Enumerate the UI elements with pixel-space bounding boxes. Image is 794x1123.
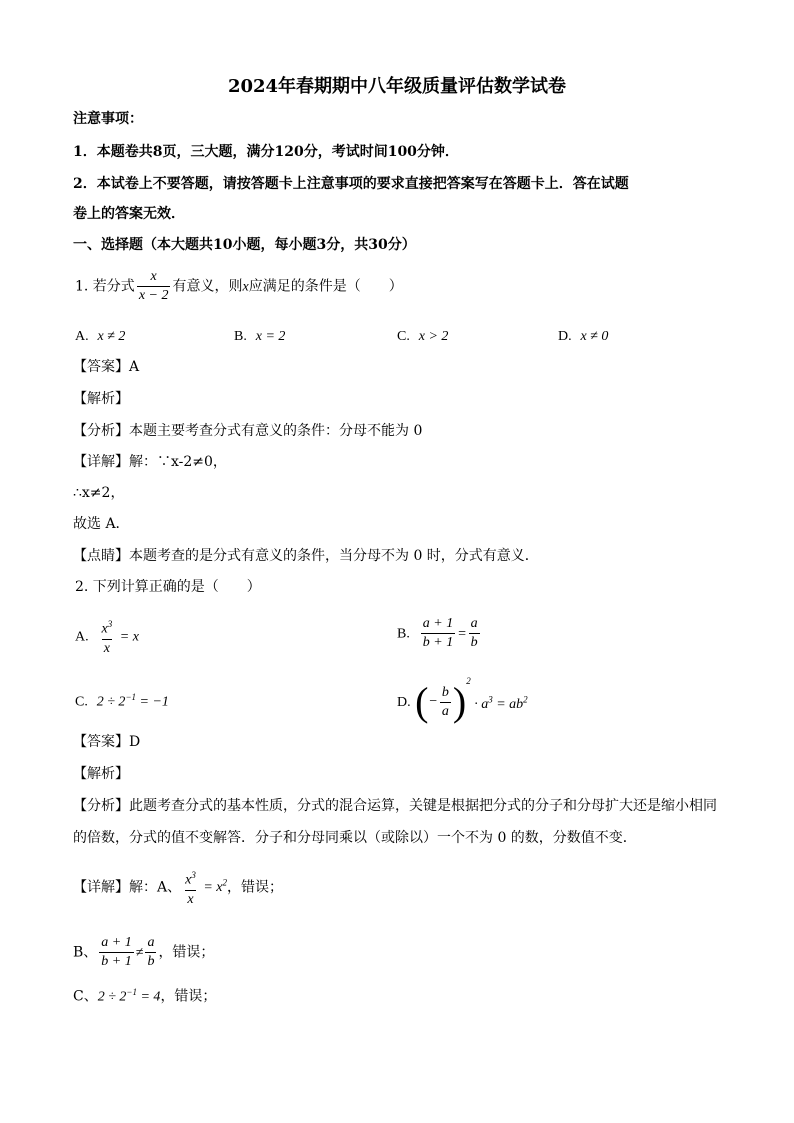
- q2-option-b: B. $\frac{a + 1}{b + 1}$ = $\frac{a}{b}$: [397, 616, 478, 650]
- q1-fraction: [137, 268, 171, 305]
- q1-option-b: B. x = 2: [234, 329, 286, 344]
- page-title: 2024年春期期中八年级质量评估数学试卷: [227, 76, 567, 97]
- question-2-stem: 2. 下列计算正确的是（ ）: [75, 579, 261, 595]
- notice-item-1: 1．本题卷共8页，三大题，满分120分，考试时间100分钟．: [73, 144, 459, 160]
- q2-option-a: A. $\frac{x^3}{x}$ = x: [75, 619, 139, 656]
- q2-answer: 【答案】D: [73, 734, 141, 750]
- q1-analysis-heading: 【解析】: [73, 391, 129, 407]
- q2-detail-c: C、$2 \div 2^{-1} = 4$，错误；: [73, 987, 217, 1005]
- section-heading: 一、选择题（本大题共10小题，每小题3分，共30分）: [73, 237, 416, 253]
- q1-dianjing: 【点睛】本题考查的是分式有意义的条件，当分母不为 0 时，分式有意义．: [73, 548, 539, 564]
- q2-detail-b: B、 $\frac{a + 1}{b + 1}$ ≠ $\frac{a}{b}$ ，错误；: [73, 935, 215, 969]
- q1-option-c: C. x > 2: [397, 329, 449, 344]
- q1-therefore: ∴x≠2，: [73, 485, 125, 501]
- q1-fenxi: 【分析】本题主要考查分式有意义的条件：分母不能为 0: [73, 423, 423, 439]
- q2-analysis-heading: 【解析】: [73, 766, 129, 782]
- q1-option-d: D. x ≠ 0: [558, 329, 609, 344]
- q1-var: x: [242, 279, 249, 295]
- q1-xiangjie: 【详解】解：∵x-2≠0，: [73, 454, 227, 470]
- q1-suffix2: 应满足的条件是（ ）: [248, 278, 403, 295]
- question-1-stem: [75, 268, 403, 305]
- q1-suffix: 有意义，则: [172, 278, 243, 295]
- q2-detail-a: 【详解】解：A、 $\frac{x^3}{x}$ = $x^2$，错误；: [73, 870, 284, 907]
- notice-heading: 注意事项：: [73, 111, 143, 127]
- q1-frac-den: x − 2: [138, 288, 169, 303]
- q2-option-d: D. (− $\frac{b}{a}$ )$^2 \cdot a^3 = ab^2$: [397, 676, 528, 724]
- q2-fenxi-1: 【分析】此题考查分式的基本性质，分式的混合运算，关键是根据把分式的分子和分母扩大还是缩小相同: [73, 798, 717, 814]
- q2-fenxi-2: 的倍数，分式的值不变解答．分子和分母同乘以（或除以）一个不为 0 的数，分数值不变．: [73, 830, 637, 846]
- q1-choice: 故选 A．: [73, 516, 130, 532]
- notice-item-2a: 2．本试卷上不要答题，请按答题卡上注意事项的要求直接把答案写在答题卡上．答在试题: [73, 176, 629, 192]
- notice-item-2b: 卷上的答案无效．: [73, 206, 185, 222]
- q1-frac-num: x: [150, 269, 157, 284]
- q2-option-c: C. $2 \div 2^{-1} = -1$: [75, 692, 169, 710]
- q1-answer: 【答案】A: [73, 359, 140, 375]
- q1-prefix: 1. 若分式: [75, 278, 135, 295]
- q1-option-a: A. x ≠ 2: [75, 329, 126, 344]
